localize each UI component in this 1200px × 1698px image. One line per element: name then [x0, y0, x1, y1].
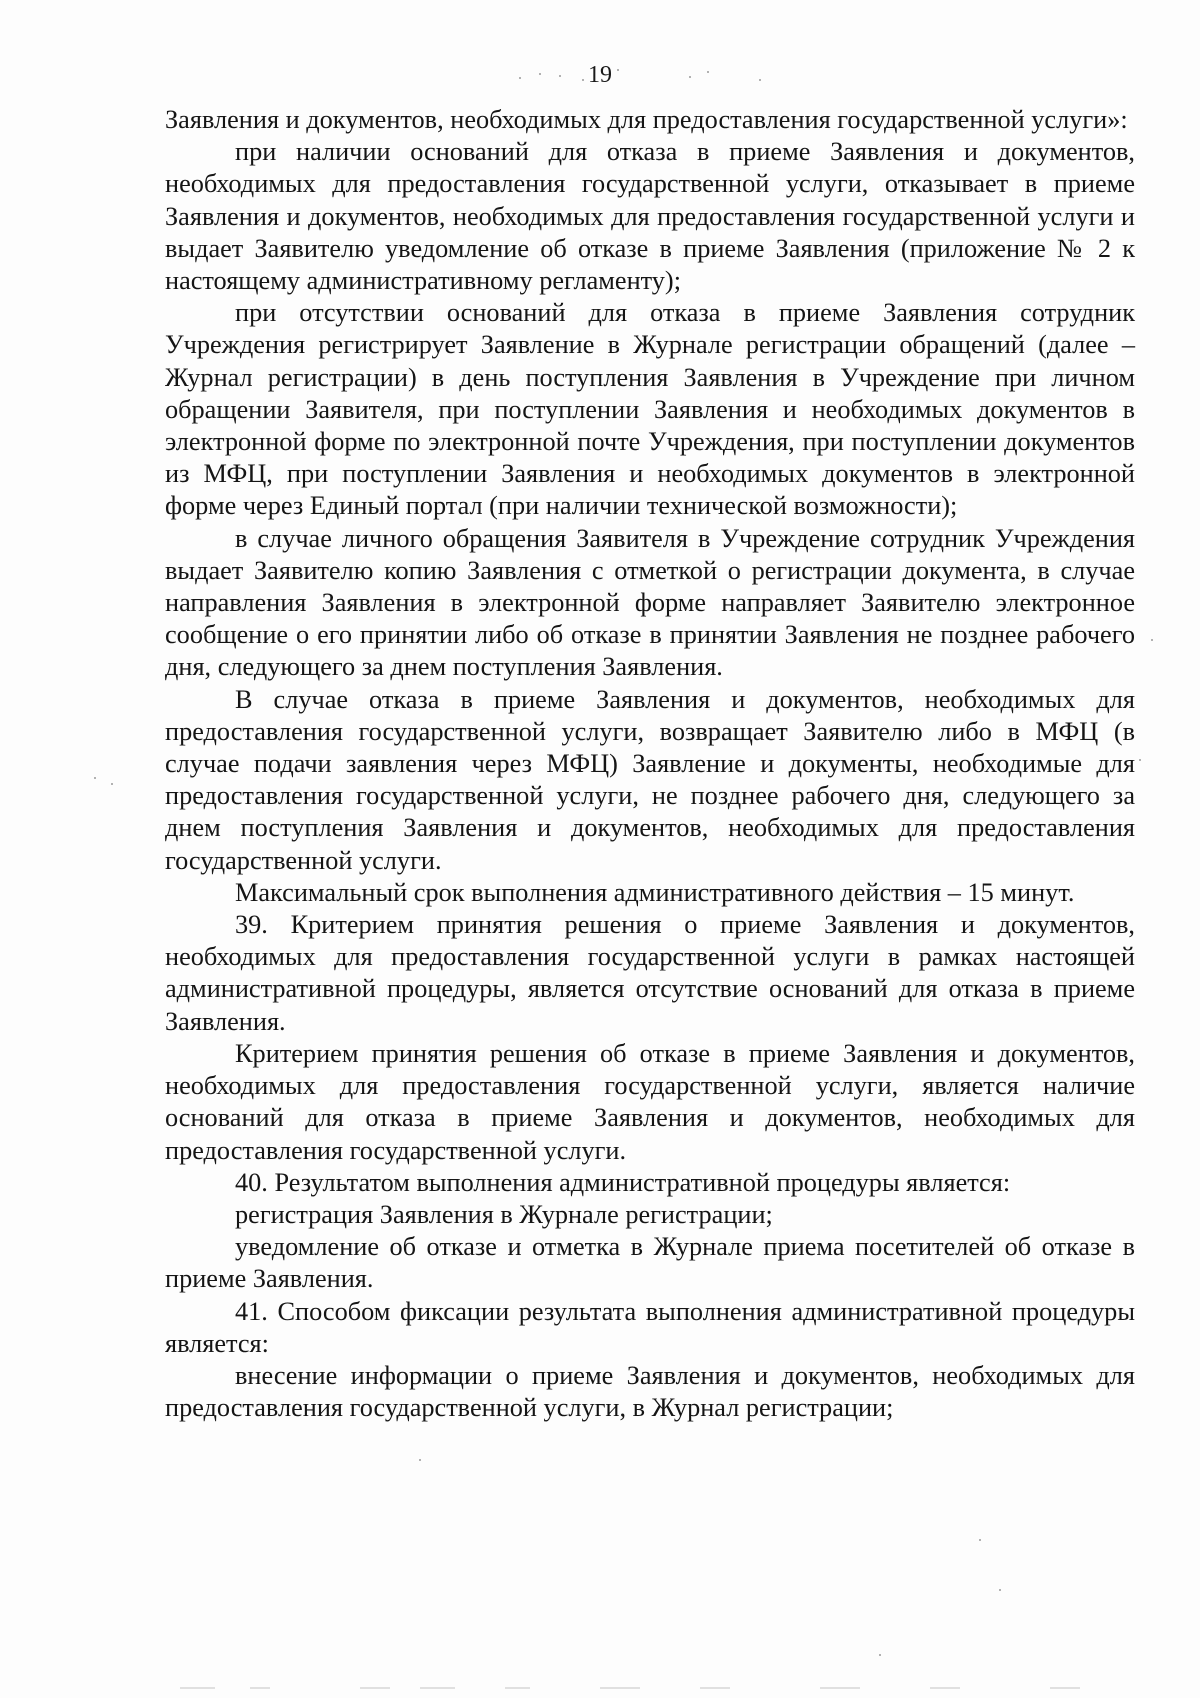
paragraph-item-40: 40. Результатом выполнения административной процедуры является:	[235, 1167, 1011, 1197]
paragraph-personal-visit: в случае личного обращения Заявителя в Учреждение сотрудник Учреждения выдает Заявителю копию Заявления с отметкой о регистрации документа, в случае направления Заявления в электронной форме направляет Заявителю электронное сообщение о его принятии либо об отказе в принятии Заявления не позднее рабочего дня, следующего за днем поступления Заявления.	[165, 523, 1135, 682]
document-body	[165, 104, 1135, 1424]
paragraph-continuation: Заявления и документов, необходимых для предоставления государственной услуги»:	[165, 105, 1128, 134]
paragraph-fixation-method: внесение информации о приеме Заявления и документов, необходимых для предоставления государственной услуги, в Журнал регистрации;	[165, 1360, 1135, 1423]
paragraph-registration: при отсутствии оснований для отказа в приеме Заявления сотрудник Учреждения регистрирует Заявление в Журнале регистрации обращений (далее – Журнал регистрации) в день поступления Заявления в Учреждение при личном обращении Заявителя, при поступлении Заявления и необходимых документов в электронной форме по электронной почте Учреждения, при поступлении документов из МФЦ, при поступлении Заявления и необходимых документов в электронной форме через Единый портал (при наличии технической возможности);	[165, 298, 1135, 521]
page-number: 19	[588, 62, 612, 88]
paragraph-result-registration: регистрация Заявления в Журнале регистрации;	[235, 1199, 773, 1229]
paragraph-item-41: 41. Способом фиксации результата выполнения административной процедуры является:	[165, 1296, 1135, 1358]
paragraph-refusal-grounds: при наличии оснований для отказа в приеме Заявления и документов, необходимых для предоставления государственной услуги, отказывает в приеме Заявления и документов, необходимых для предоставления государственной услуги и выдает Заявителю уведомление об отказе в приеме Заявления (приложение № 2 к настоящему административному регламенту);	[165, 137, 1135, 296]
paragraph-refusal-return: В случае отказа в приеме Заявления и документов, необходимых для предоставления государственной услуги, возвращает Заявителю либо в МФЦ (в случае подачи заявления через МФЦ) Заявление и документы, необходимые для предоставления государственной услуги, не позднее рабочего дня, следующего за днем поступления Заявления и документов, необходимых для предоставления государственной услуги.	[165, 684, 1135, 875]
paragraph-refusal-criterion: Критерием принятия решения об отказе в приеме Заявления и документов, необходимых для предоставления государственной услуги, является наличие оснований для отказа в приеме Заявления и документов, необходимых для предоставления государственной услуги.	[165, 1038, 1135, 1165]
paragraph-item-39: 39. Критерием принятия решения о приеме Заявления и документов, необходимых для предоставления государственной услуги в рамках настоящей административной процедуры, является отсутствие оснований для отказа в приеме Заявления.	[165, 910, 1135, 1036]
paragraph-result-notice: уведомление об отказе и отметка в Журнале приема посетителей об отказе в приеме Заявления.	[165, 1232, 1135, 1294]
paragraph-max-time: Максимальный срок выполнения административного действия – 15 минут.	[235, 877, 1075, 907]
